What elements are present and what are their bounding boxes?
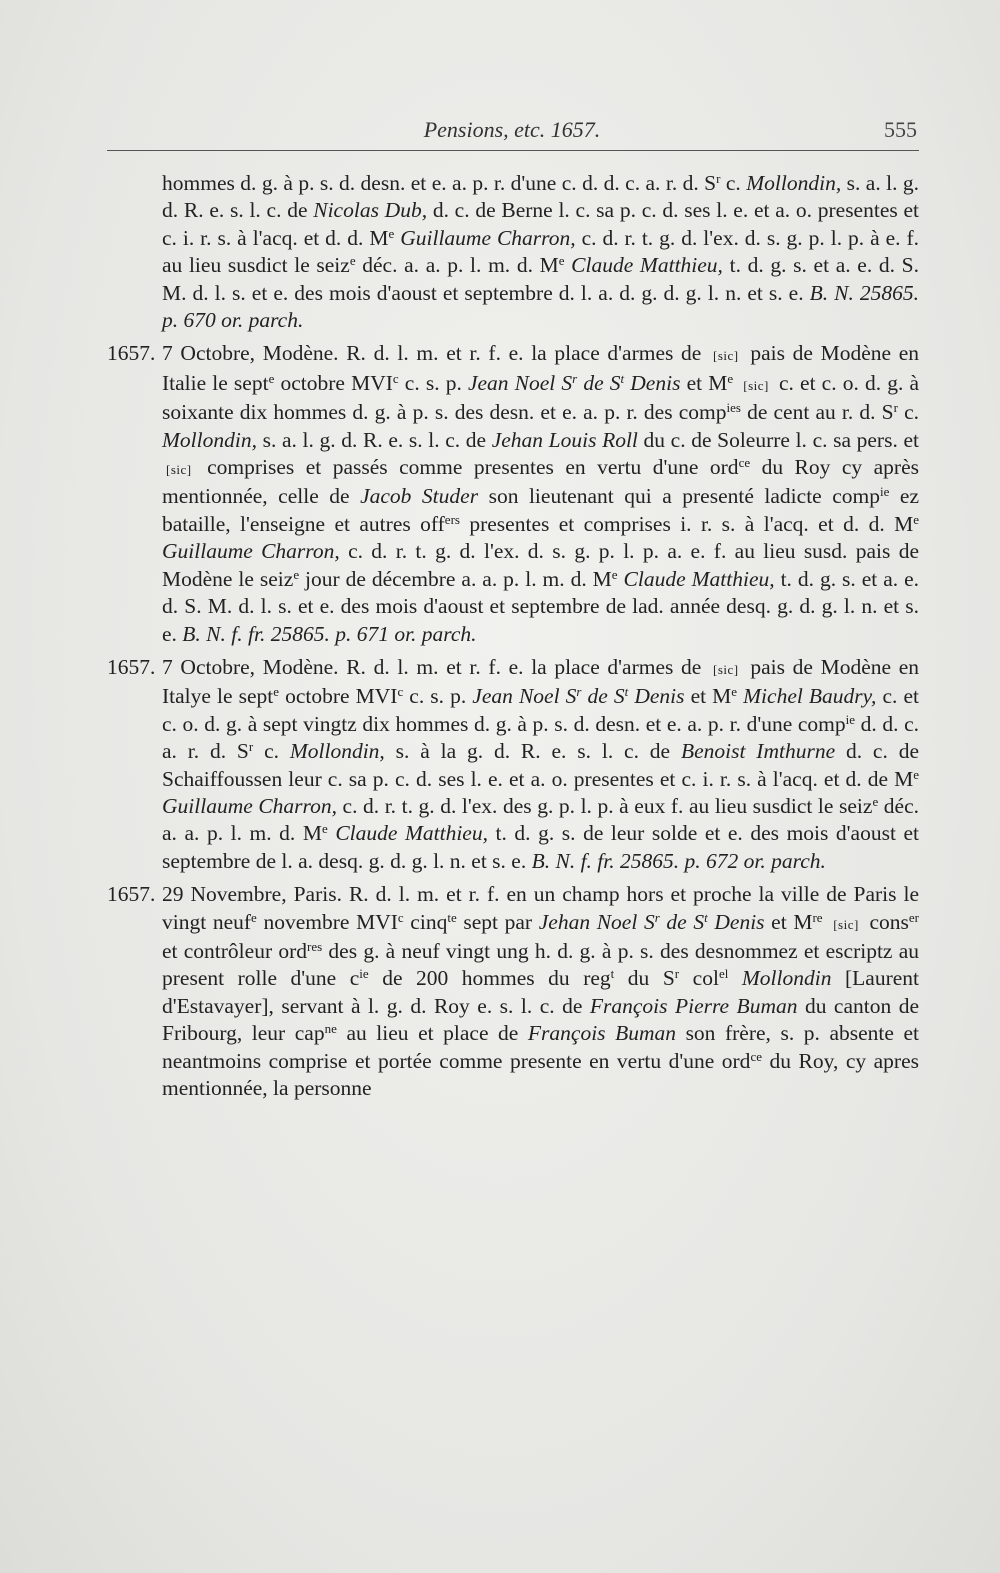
italic-name: Jacob Studer [360, 484, 479, 509]
italic-name: Guillaume Charron, [162, 539, 340, 564]
entries-list [107, 170, 919, 1108]
entry-body [162, 654, 919, 875]
superscript-text: ie [359, 966, 369, 982]
entry-text: c. s. p. [403, 684, 473, 709]
entry-text: sept par [456, 909, 539, 934]
entry-text: c. s. p. [398, 370, 468, 395]
superscript-text: ies [726, 400, 741, 416]
sic-marker: [sic] [743, 377, 769, 393]
entry-text: comprises et passés comme presentes en vertu d'une ord [195, 455, 739, 480]
superscript-text: c [397, 684, 404, 700]
superscript-text: e [268, 370, 275, 386]
italic-name: Nicolas Dub, [313, 198, 428, 223]
italic-name: Benoist Imthurne [680, 739, 836, 764]
superscript-text: ers [444, 511, 460, 527]
page-number: 555 [884, 117, 917, 142]
superscript-text: r [576, 684, 582, 700]
italic-name: Mollondin [741, 966, 832, 991]
header-rule [107, 150, 919, 151]
superscript-text: r [572, 370, 578, 386]
entry-text [728, 966, 742, 990]
superscript-text: e [727, 370, 734, 386]
superscript-text: e [349, 253, 356, 269]
italic-name: de S [577, 370, 621, 395]
entry-text: du Roy cy après mentionnée, celle de [162, 455, 919, 509]
italic-name: François Pierre Buman [589, 993, 798, 1018]
superscript-text: e [251, 909, 257, 925]
superscript-text: r [893, 400, 898, 416]
entry-text: au lieu et place de [336, 1021, 528, 1046]
entry-text: d. c. de Schaiffoussen leur c. sa p. c. d. ses l. e. et a. o. presentes et c. i. r. s. à l'acq. et d. de M [162, 739, 919, 791]
italic-name: Claude Matthieu, [335, 821, 488, 846]
italic-name: Michel Baudry, [743, 684, 877, 709]
italic-name: Claude Matthieu, [571, 253, 723, 278]
entry-text: 7 Octobre, Modène. R. d. l. m. et r. f. e. la place d'armes de [162, 341, 710, 366]
entry-text: du c. de Soleurre l. c. sa pers. et [637, 427, 919, 452]
superscript-text: r [716, 171, 721, 186]
entry-text: c. [720, 171, 747, 195]
entry-text: du S [614, 966, 675, 991]
superscript-text: re [812, 909, 823, 925]
entry-text: c. [897, 400, 919, 425]
superscript-text: c [392, 370, 399, 386]
entry-text: c. d. r. t. g. d. l'ex. d. s. g. p. l. p. a. e. f. au lieu susd. pais de Modène le seiz [162, 539, 919, 591]
entry-text: cinq [403, 909, 448, 934]
superscript-text: t [610, 966, 615, 982]
superscript-text: res [307, 938, 323, 954]
entry-text: s. à la g. d. R. e. s. l. c. de [384, 739, 681, 764]
superscript-text: t [704, 909, 708, 925]
entry-text: s. a. l. g. d. R. e. s. l. c. de [162, 171, 920, 223]
superscript-text: e [611, 566, 618, 582]
italic-name: B. N. 25865. p. 670 or. parch. [162, 280, 919, 333]
running-title: Pensions, etc. 1657. [423, 117, 601, 142]
entry-text: d. d. c. a. r. d. S [162, 711, 919, 764]
entry-text: presentes et comprises i. r. s. à l'acq. et d. d. M [459, 511, 914, 536]
superscript-text: c [397, 909, 404, 925]
sic-marker: [sic] [713, 661, 739, 677]
superscript-text: ne [324, 1021, 337, 1037]
italic-name: Guillaume Charron, [400, 225, 576, 250]
superscript-text: e [388, 225, 395, 241]
entry-text: des g. à neuf vingt ung h. d. g. à p. s. des desnommez et escriptz au present rolle d'une c [162, 938, 920, 991]
entry-text: t. d. g. s. de leur solde et e. des mois d'aoust et septembre de l. a. desq. g. d. g. l. n. et s. e. [162, 821, 920, 873]
superscript-text: ce [738, 455, 751, 471]
italic-name: Claude Matthieu, [623, 566, 775, 591]
superscript-text: ce [750, 1048, 762, 1064]
entry-body [162, 170, 919, 334]
entry-text: de 200 hommes du reg [368, 966, 611, 991]
sic-marker: [sic] [166, 462, 192, 478]
entry-text: 29 Novembre, Paris. R. d. l. m. et r. f. en un champ hors et proche la ville de Paris le vingt neuf [162, 882, 919, 934]
italic-name: Mollondin, [746, 171, 842, 195]
entry-text: son frère, s. p. absente et neantmoins comprise et portée comme presente en vertu d'une ord [162, 1021, 919, 1073]
italic-name: Mollondin, [162, 427, 257, 452]
entry-text: ez bataille, l'enseigne et autres off [162, 484, 919, 536]
superscript-text: te [447, 909, 457, 925]
entry-text: et M [684, 684, 732, 709]
italic-name: B. N. f. fr. 25865. p. 671 or. parch. [182, 621, 477, 646]
superscript-text: e [273, 684, 280, 700]
superscript-text: r [674, 966, 680, 982]
entry-text: pais de Modène en Italie le sept [162, 341, 920, 395]
entry-text: t. d. g. s. et a. e. d. S. M. d. l. s. et e. des mois d'aoust et septembre de lad. année desq. g. d. g. l. n. et s. e. [162, 566, 919, 646]
superscript-text: r [248, 739, 254, 755]
superscript-text: e [913, 511, 919, 527]
entry-text: novembre MVI [256, 909, 398, 934]
entry-text: déc. a. a. p. l. m. d. M [355, 253, 559, 278]
superscript-text: e [558, 253, 565, 269]
entry-text: c. d. r. t. g. d. l'ex. des g. p. l. p. à eux f. au lieu susdict le seiz [336, 793, 873, 818]
entry-text: de cent au r. d. S [740, 400, 894, 425]
italic-name: François Buman [527, 1021, 677, 1046]
italic-name: Denis [624, 370, 681, 395]
superscript-text: r [654, 909, 660, 925]
entry-year: 1657. [107, 654, 156, 679]
page-header [107, 117, 917, 147]
superscript-text: e [913, 766, 919, 782]
entry-text [823, 910, 830, 934]
entry-text: col [679, 966, 719, 991]
italic-name: Jehan Noel S [538, 909, 655, 934]
superscript-text: er [908, 909, 919, 925]
entry-text: d. c. de Berne l. c. sa p. c. d. ses l. e. et a. o. presentes et c. i. r. s. à l'acq. et d. d. M [162, 198, 919, 250]
superscript-text: t [624, 684, 629, 700]
entry-text: déc. a. a. p. l. m. d. M [162, 793, 919, 846]
entry-text: son lieutenant qui a presenté ladicte comp [478, 484, 880, 509]
italic-name: de S [659, 909, 705, 934]
italic-name: Jean Noel S [472, 684, 577, 709]
italic-name: Jean Noel S [467, 370, 573, 395]
entry-year: 1657. [107, 882, 156, 907]
entry [107, 340, 919, 647]
superscript-text: e [872, 793, 879, 809]
italic-name: de S [581, 684, 625, 709]
entry-body [162, 881, 919, 1102]
entry-text: hommes d. g. à p. s. d. desn. et e. a. p. r. d'une c. d. d. c. a. r. d. S [162, 171, 717, 195]
superscript-text: el [718, 966, 729, 982]
entry-body [162, 340, 919, 647]
entry-text: c. d. r. t. g. d. l'ex. d. s. g. p. l. p. à e. f. au lieu susdict le seiz [162, 225, 920, 278]
entry-text: et M [680, 370, 728, 395]
entry-text: octobre MVI [274, 370, 393, 395]
entry-text: 7 Octobre, Modène. R. d. l. m. et r. f. e. la place d'armes de [162, 654, 710, 679]
italic-name: Denis [707, 909, 765, 934]
entry-text: du Roy, cy apres mentionnée, la personne [162, 1048, 919, 1100]
entry-text: s. a. l. g. d. R. e. s. l. c. de [256, 427, 492, 452]
superscript-text: ie [880, 484, 890, 500]
entry-text: pais de Modène en Italye le sept [162, 654, 920, 709]
entry-text: c. et c. o. d. g. à sept vingtz dix hommes d. g. à p. s. d. desn. et e. a. p. r. d'une comp [162, 684, 919, 736]
entry-text: et M [764, 909, 813, 934]
entry-text: c. et c. o. d. g. à soixante dix hommes d. g. à p. s. des desn. et e. a. p. r. des comp [162, 370, 919, 425]
entry-text: c. [253, 739, 290, 764]
entry-text: [Laurent d'Estavayer], servant à l. g. d. Roy e. s. l. c. de [162, 966, 919, 1018]
italic-name: Mollondin, [289, 739, 385, 764]
entry [107, 881, 919, 1102]
entry-text: t. d. g. s. et a. e. d. S. M. d. l. s. et e. des mois d'aoust et septembre d. l. a. d. g. d. g. l. n. et s. e. [162, 253, 919, 305]
entry-text: du canton de Fribourg, leur cap [162, 993, 919, 1046]
entry-text [733, 371, 739, 395]
superscript-text: ie [845, 711, 856, 727]
sic-marker: [sic] [713, 348, 739, 364]
sic-marker: [sic] [833, 916, 859, 932]
italic-name: Jehan Louis Roll [491, 427, 638, 452]
entry [107, 654, 919, 875]
entry [107, 170, 919, 334]
superscript-text: e [293, 566, 300, 582]
entry-text: jour de décembre a. a. p. l. m. d. M [299, 566, 612, 591]
entry-text: octobre MVI [279, 684, 398, 709]
italic-name: B. N. f. fr. 25865. p. 672 or. parch. [531, 848, 826, 873]
italic-name: Denis [628, 684, 685, 709]
entry-text: cons [862, 909, 909, 934]
entry-text: et contrôleur ord [162, 938, 308, 963]
entry-year: 1657. [107, 341, 156, 366]
superscript-text: t [620, 370, 625, 386]
superscript-text: e [731, 684, 738, 700]
italic-name: Guillaume Charron, [162, 793, 337, 818]
superscript-text: e [321, 821, 328, 837]
